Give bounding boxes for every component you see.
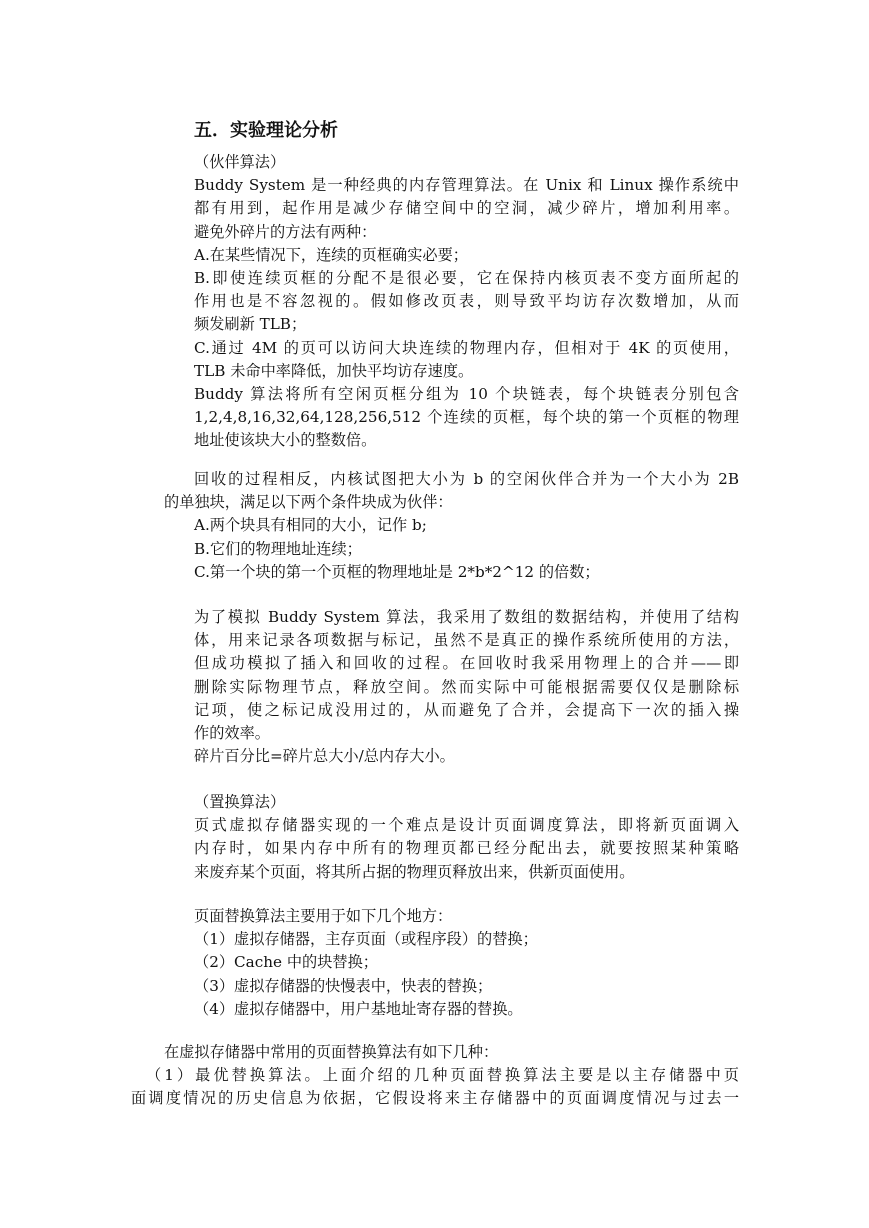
text-line: （1）虚拟存储器，主存页面（或程序段）的替换；: [194, 930, 538, 949]
text-line: A.在某些情况下，连续的页框确实必要；: [194, 245, 468, 264]
text-line: 但成功模拟了插入和回收的过程。在回收时我采用物理上的合并——即: [194, 654, 739, 673]
text-line: 体，用来记录各项数据与标记，虽然不是真正的操作系统所使用的方法，: [194, 631, 739, 650]
text-line: （3）虚拟存储器的快慢表中，快表的替换；: [194, 976, 493, 995]
text-line: Buddy 算法将所有空闲页框分组为 10 个块链表，每个块链表分别包含: [194, 384, 739, 403]
text-line: 删除实际物理节点，释放空间。然而实际中可能根据需要仅仅是删除标: [194, 677, 739, 696]
text-line: C.通过 4M 的页可以访问大块连续的物理内存，但相对于 4K 的页使用，: [194, 338, 739, 357]
text-line: 碎片百分比=碎片总大小/总内存大小。: [194, 747, 455, 766]
buddy-intro-paragraph: [194, 151, 739, 452]
replacement-intro-paragraph: [194, 791, 739, 884]
text-line: B.它们的物理地址连续；: [194, 539, 362, 558]
section-heading: 五．实验理论分析: [194, 120, 338, 141]
replacement-algorithms-paragraph: [131, 1041, 739, 1111]
text-line: Buddy System 是一种经典的内存管理算法。在 Unix 和 Linux 操作系统中: [194, 176, 739, 195]
text-line: （置换算法）: [194, 793, 286, 811]
text-line: 内存时，如果内存中所有的物理页都已经分配出去，就要按照某种策略: [194, 839, 739, 858]
text-line: B.即使连续页框的分配不是很必要，它在保持内核页表不变方面所起的: [194, 268, 739, 287]
text-line: 来废弃某个页面，将其所占据的物理页释放出来，供新页面使用。: [194, 862, 635, 881]
text-line: 页式虚拟存储器实现的一个难点是设计页面调度算法，即将新页面调入: [194, 816, 739, 835]
replacement-uses-list: [194, 905, 739, 1021]
text-line: （1）最优替换算法。上面介绍的几种页面替换算法主要是以主存储器中页: [146, 1066, 739, 1085]
text-line: C.第一个块的第一个页框的物理地址是 2*b*2^12 的倍数；: [194, 562, 600, 581]
text-line: 页面替换算法主要用于如下几个地方：: [194, 907, 453, 925]
text-line: 地址使该块大小的整数倍。: [194, 431, 377, 450]
text-line: TLB 未命中率降低，加快平均访存速度。: [194, 361, 474, 380]
text-line: 都有用到，起作用是减少存储空间中的空洞，减少碎片，增加利用率。: [194, 199, 739, 218]
text-line: 回收的过程相反，内核试图把大小为 b 的空闲伙伴合并为一个大小为 2B: [194, 470, 739, 488]
text-line: （2）Cache 中的块替换；: [194, 953, 378, 972]
text-line: 1,2,4,8,16,32,64,128,256,512 个连续的页框，每个块的第一个页框的物理: [194, 408, 739, 427]
text-line: 面调度情况的历史信息为依据，它假设将来主存储器中的页面调度情况与过去一: [131, 1089, 739, 1108]
text-line: 在虚拟存储器中常用的页面替换算法有如下几种：: [164, 1043, 499, 1061]
buddy-simulation-paragraph: [194, 606, 739, 768]
text-line: 记项，使之标记成没用过的，从而避免了合并，会提高下一次的插入操: [194, 700, 739, 719]
text-line: 作用也是不容忽视的。假如修改页表，则导致平均访存次数增加，从而: [194, 292, 739, 311]
text-line: 频发刷新 TLB；: [194, 315, 307, 334]
text-line: 作的效率。: [194, 723, 270, 742]
text-line: 避免外碎片的方法有两种：: [194, 222, 377, 241]
text-line: （伙伴算法）: [194, 153, 286, 171]
text-line: 为了模拟 Buddy System 算法，我采用了数组的数据结构，并使用了结构: [194, 608, 739, 626]
text-line: A.两个块具有相同的大小，记作 b;: [194, 516, 427, 535]
text-line: （4）虚拟存储器中，用户基地址寄存器的替换。: [194, 999, 523, 1018]
buddy-reclaim-paragraph: [164, 468, 739, 584]
text-line: 的单独块，满足以下两个条件块成为伙伴：: [164, 493, 453, 512]
